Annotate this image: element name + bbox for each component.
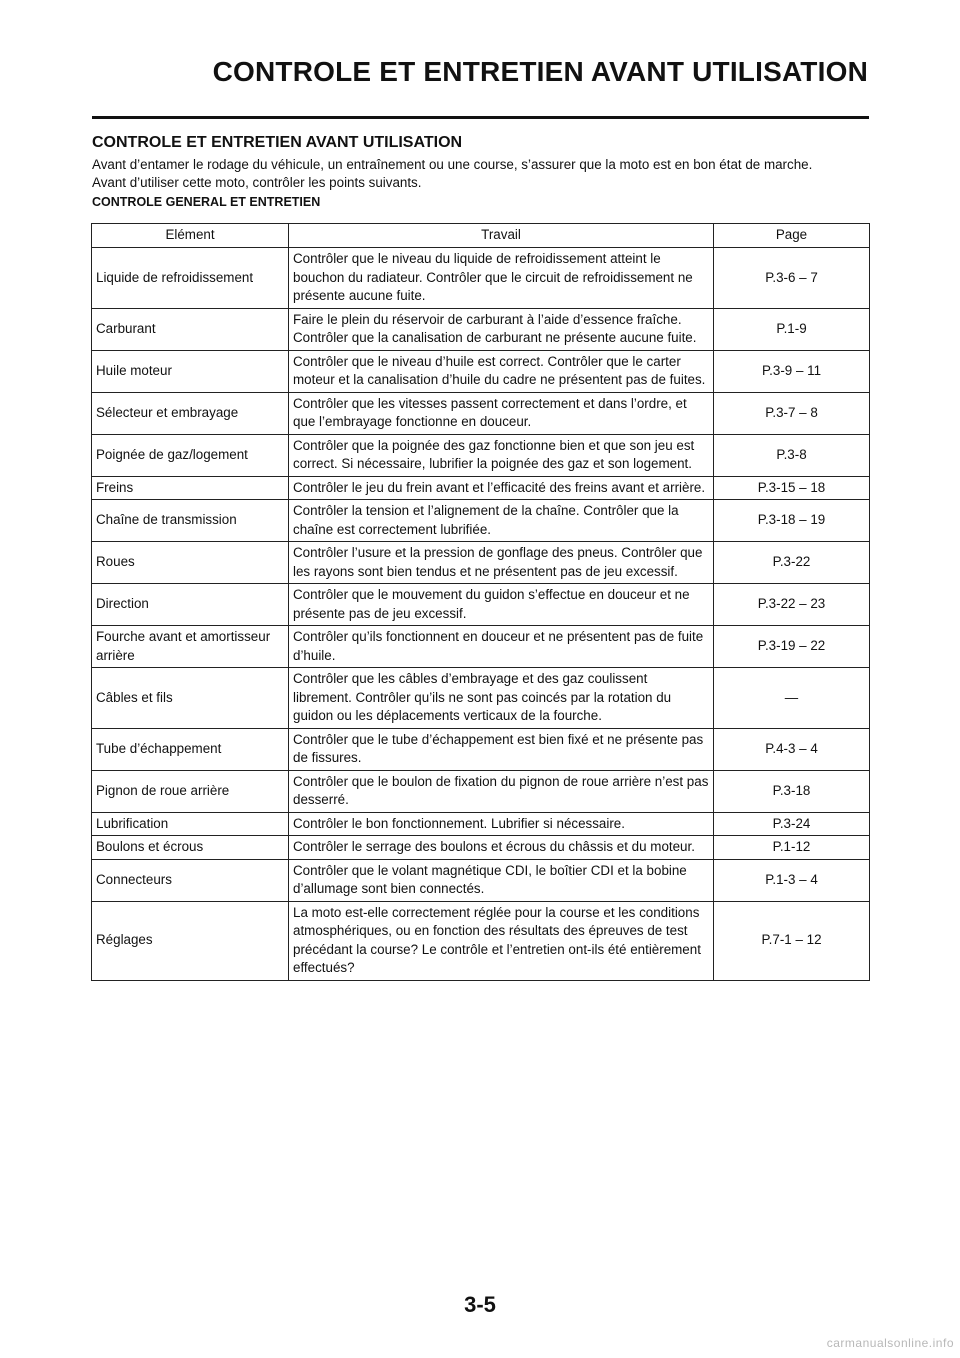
table-row [92,434,870,476]
row-page-cell: P.3-15 – 18 [714,476,870,500]
row-work-cell: Contrôler que le niveau du liquide de refroidissement atteint le bouchon du radiateur. Contrôler que le circuit de refroidissement ne présente aucune fuite. [289,248,714,309]
intro-text [92,156,872,192]
row-page-cell: P.7-1 – 12 [714,901,870,980]
row-page-cell: P.3-19 – 22 [714,626,870,668]
row-work-cell: Contrôler qu’ils fonctionnent en douceur et ne présentent pas de fuite d’huile. [289,626,714,668]
table-row [92,308,870,350]
header-divider [92,116,869,119]
table-row [92,812,870,836]
row-element-cell: Tube d’échappement [92,728,289,770]
row-work-cell: La moto est-elle correctement réglée pour la course et les conditions atmosphériques, ou en fonction des résultats des épreuves de test précédant la course? Le contrôle et l’entretien ont-ils été entièrement effectués? [289,901,714,980]
column-header-page: Page [714,224,870,248]
row-page-cell: P.3-18 [714,770,870,812]
inspection-table [91,223,870,981]
table-row [92,859,870,901]
row-element-cell: Pignon de roue arrière [92,770,289,812]
row-element-cell: Connecteurs [92,859,289,901]
row-work-cell: Contrôler la tension et l’alignement de la chaîne. Contrôler que la chaîne est correctement lubrifiée. [289,500,714,542]
row-page-cell: P.3-8 [714,434,870,476]
watermark: carmanualsonline.info [826,1336,954,1350]
table-subheading: CONTROLE GENERAL ET ENTRETIEN [92,195,321,209]
table-row [92,836,870,860]
row-work-cell: Contrôler le serrage des boulons et écrous du châssis et du moteur. [289,836,714,860]
row-page-cell: P.4-3 – 4 [714,728,870,770]
row-work-cell: Contrôler que le mouvement du guidon s’effectue en douceur et ne présente pas de jeu excessif. [289,584,714,626]
column-header-work: Travail [289,224,714,248]
row-page-cell: P.3-6 – 7 [714,248,870,309]
intro-line-2: Avant d’utiliser cette moto, contrôler les points suivants. [92,175,422,190]
row-element-cell: Lubrification [92,812,289,836]
table-row [92,626,870,668]
page-header-title: CONTROLE ET ENTRETIEN AVANT UTILISATION [212,56,868,87]
row-work-cell: Contrôler que le niveau d’huile est correct. Contrôler que le carter moteur et la canalisation d’huile du cadre ne présentent pas de fuites. [289,350,714,392]
row-work-cell: Contrôler que le boulon de fixation du pignon de roue arrière n’est pas desserré. [289,770,714,812]
table-row [92,476,870,500]
row-work-cell: Contrôler l’usure et la pression de gonflage des pneus. Contrôler que les rayons sont bien tendus et ne présentent pas de jeu excessif. [289,542,714,584]
row-work-cell: Faire le plein du réservoir de carburant à l’aide d’essence fraîche. Contrôler que la canalisation de carburant ne présente aucune fuite. [289,308,714,350]
row-element-cell: Carburant [92,308,289,350]
row-page-cell: P.3-7 – 8 [714,392,870,434]
table-row [92,584,870,626]
row-page-cell: P.1-3 – 4 [714,859,870,901]
row-element-cell: Fourche avant et amortisseur arrière [92,626,289,668]
row-page-cell: P.3-18 – 19 [714,500,870,542]
row-element-cell: Direction [92,584,289,626]
row-element-cell: Roues [92,542,289,584]
table-row [92,248,870,309]
row-work-cell: Contrôler que les câbles d’embrayage et des gaz coulissent librement. Contrôler qu’ils ne sont pas coincés par la rotation du guidon ou les déplacements verticaux de la fourche. [289,668,714,729]
row-element-cell: Freins [92,476,289,500]
table-row [92,392,870,434]
table-row [92,728,870,770]
section-title: CONTROLE ET ENTRETIEN AVANT UTILISATION [92,134,463,151]
table-row [92,668,870,729]
table-row [92,350,870,392]
row-page-cell: P.3-24 [714,812,870,836]
column-header-element: Elément [92,224,289,248]
row-element-cell: Liquide de refroidissement [92,248,289,309]
table-header-row [92,224,870,248]
row-page-cell: P.3-9 – 11 [714,350,870,392]
row-work-cell: Contrôler le jeu du frein avant et l’efficacité des freins avant et arrière. [289,476,714,500]
row-page-cell: P.1-12 [714,836,870,860]
row-work-cell: Contrôler que le tube d’échappement est bien fixé et ne présente pas de fissures. [289,728,714,770]
row-work-cell: Contrôler que la poignée des gaz fonctionne bien et que son jeu est correct. Si nécessaire, lubrifier la poignée des gaz et son logement. [289,434,714,476]
table-row [92,770,870,812]
row-page-cell: — [714,668,870,729]
row-page-cell: P.3-22 – 23 [714,584,870,626]
table-row [92,500,870,542]
row-element-cell: Boulons et écrous [92,836,289,860]
row-work-cell: Contrôler que les vitesses passent correctement et dans l’ordre, et que l’embrayage fonctionne en douceur. [289,392,714,434]
table-row [92,901,870,980]
row-element-cell: Poignée de gaz/logement [92,434,289,476]
row-page-cell: P.1-9 [714,308,870,350]
intro-line-1: Avant d’entamer le rodage du véhicule, un entraînement ou une course, s’assurer que la moto est en bon état de marche. [92,157,813,172]
page-number: 3-5 [464,1292,496,1317]
row-element-cell: Réglages [92,901,289,980]
table-row [92,542,870,584]
row-element-cell: Sélecteur et embrayage [92,392,289,434]
row-element-cell: Huile moteur [92,350,289,392]
row-page-cell: P.3-22 [714,542,870,584]
row-element-cell: Chaîne de transmission [92,500,289,542]
row-work-cell: Contrôler que le volant magnétique CDI, le boîtier CDI et la bobine d’allumage sont bien connectés. [289,859,714,901]
row-work-cell: Contrôler le bon fonctionnement. Lubrifier si nécessaire. [289,812,714,836]
row-element-cell: Câbles et fils [92,668,289,729]
